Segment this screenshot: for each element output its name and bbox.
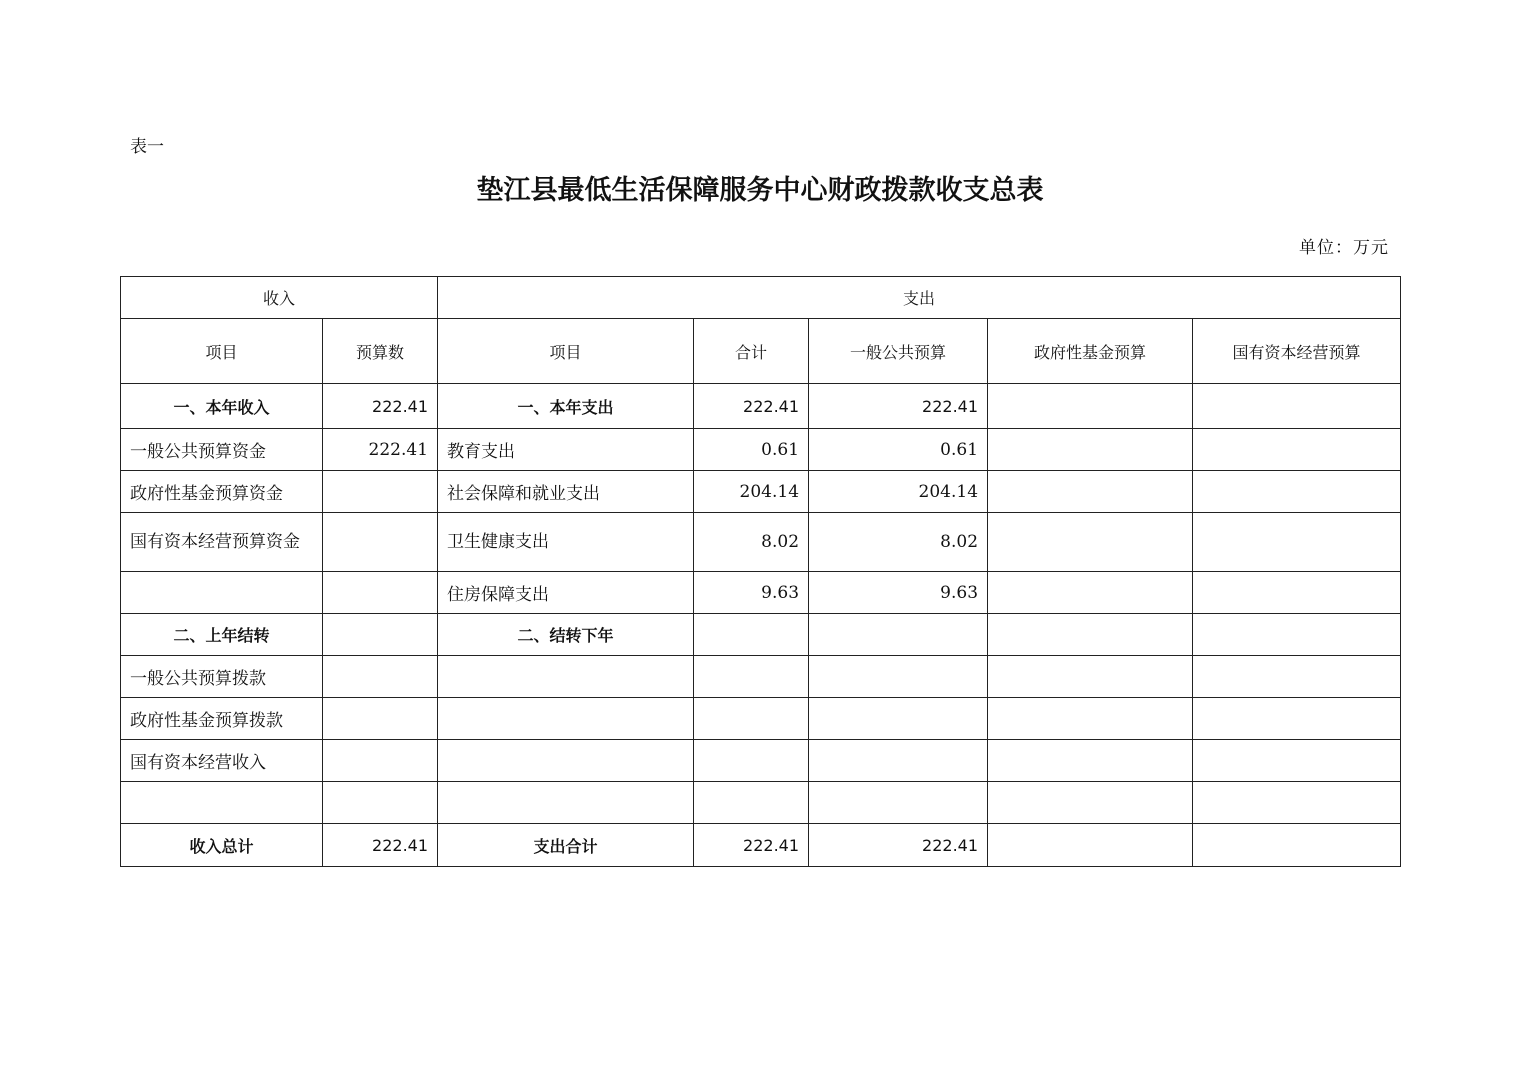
- gov-fund-total-value: [988, 824, 1193, 867]
- income-item-cell: [121, 782, 323, 824]
- general-public-cell: [809, 656, 988, 698]
- gov-fund-cell: [988, 782, 1193, 824]
- general-public-cell: 204.14: [809, 471, 988, 513]
- table-row: [121, 384, 1401, 429]
- income-total-label: 收入总计: [121, 824, 323, 867]
- total-cell: [694, 614, 809, 656]
- expense-item-cell: [438, 698, 694, 740]
- unit-label: 单位：万元: [1299, 238, 1389, 258]
- gov-fund-cell: [988, 572, 1193, 614]
- state-capital-cell: [1193, 656, 1401, 698]
- general-public-cell: [809, 614, 988, 656]
- state-capital-cell: [1193, 572, 1401, 614]
- state-capital-cell: [1193, 471, 1401, 513]
- total-cell: 204.14: [694, 471, 809, 513]
- general-public-cell: 0.61: [809, 429, 988, 471]
- page-title: 垫江县最低生活保障服务中心财政拨款收支总表: [476, 175, 1044, 206]
- income-item-cell: [121, 572, 323, 614]
- gov-fund-cell: [988, 614, 1193, 656]
- gov-fund-cell: [988, 656, 1193, 698]
- general-public-cell: 8.02: [809, 513, 988, 572]
- table-row: [121, 740, 1401, 782]
- expense-item-cell: 社会保障和就业支出: [438, 471, 694, 513]
- total-cell: [694, 740, 809, 782]
- income-budget-cell: [323, 513, 438, 572]
- header-expense-item: 项目: [438, 319, 694, 384]
- general-public-cell: [809, 698, 988, 740]
- expense-item-cell: 住房保障支出: [438, 572, 694, 614]
- gov-fund-cell: [988, 740, 1193, 782]
- table-row: [121, 698, 1401, 740]
- table-row: [121, 656, 1401, 698]
- totals-row: [121, 824, 1401, 867]
- header-total: 合计: [694, 319, 809, 384]
- header-income-budget: 预算数: [323, 319, 438, 384]
- table-row: [121, 471, 1401, 513]
- table-row: [121, 429, 1401, 471]
- table-row: [121, 782, 1401, 824]
- total-cell: 9.63: [694, 572, 809, 614]
- table-row: [121, 513, 1401, 572]
- income-item-cell: 一般公共预算拨款: [121, 656, 323, 698]
- state-capital-total-value: [1193, 824, 1401, 867]
- state-capital-cell: [1193, 698, 1401, 740]
- expense-group-header: 支出: [438, 277, 1401, 319]
- group-header-row: [121, 277, 1401, 319]
- header-income-item: 项目: [121, 319, 323, 384]
- expense-item-cell: 一、本年支出: [438, 384, 694, 429]
- total-cell: 222.41: [694, 384, 809, 429]
- general-public-cell: [809, 782, 988, 824]
- income-budget-cell: [323, 698, 438, 740]
- expense-item-cell: [438, 782, 694, 824]
- expense-item-cell: 卫生健康支出: [438, 513, 694, 572]
- expense-total-value: 222.41: [694, 824, 809, 867]
- general-public-cell: 222.41: [809, 384, 988, 429]
- gov-fund-cell: [988, 698, 1193, 740]
- total-cell: 0.61: [694, 429, 809, 471]
- income-budget-cell: [323, 656, 438, 698]
- state-capital-cell: [1193, 429, 1401, 471]
- income-item-cell: 政府性基金预算资金: [121, 471, 323, 513]
- income-budget-cell: 222.41: [323, 384, 438, 429]
- state-capital-cell: [1193, 513, 1401, 572]
- income-budget-cell: [323, 782, 438, 824]
- income-budget-cell: [323, 471, 438, 513]
- expense-item-cell: [438, 740, 694, 782]
- column-header-row: [121, 319, 1401, 384]
- general-public-total-value: 222.41: [809, 824, 988, 867]
- state-capital-cell: [1193, 614, 1401, 656]
- income-group-header: 收入: [121, 277, 438, 319]
- expense-item-cell: [438, 656, 694, 698]
- gov-fund-cell: [988, 513, 1193, 572]
- state-capital-cell: [1193, 384, 1401, 429]
- gov-fund-cell: [988, 471, 1193, 513]
- header-general-public: 一般公共预算: [809, 319, 988, 384]
- total-cell: [694, 656, 809, 698]
- header-gov-fund: 政府性基金预算: [988, 319, 1193, 384]
- total-cell: 8.02: [694, 513, 809, 572]
- gov-fund-cell: [988, 429, 1193, 471]
- expense-item-cell: 教育支出: [438, 429, 694, 471]
- general-public-cell: 9.63: [809, 572, 988, 614]
- income-budget-cell: 222.41: [323, 429, 438, 471]
- state-capital-cell: [1193, 740, 1401, 782]
- income-item-cell: 一般公共预算资金: [121, 429, 323, 471]
- table-row: [121, 572, 1401, 614]
- gov-fund-cell: [988, 384, 1193, 429]
- income-budget-cell: [323, 572, 438, 614]
- expense-total-label: 支出合计: [438, 824, 694, 867]
- income-budget-cell: [323, 614, 438, 656]
- table-row: [121, 614, 1401, 656]
- header-state-capital: 国有资本经营预算: [1193, 319, 1401, 384]
- state-capital-cell: [1193, 782, 1401, 824]
- income-budget-cell: [323, 740, 438, 782]
- income-item-cell: 国有资本经营预算资金: [121, 513, 323, 572]
- table-label: 表一: [130, 137, 164, 157]
- income-item-cell: 二、上年结转: [121, 614, 323, 656]
- expense-item-cell: 二、结转下年: [438, 614, 694, 656]
- total-cell: [694, 698, 809, 740]
- income-item-cell: 政府性基金预算拨款: [121, 698, 323, 740]
- general-public-cell: [809, 740, 988, 782]
- total-cell: [694, 782, 809, 824]
- income-item-cell: 一、本年收入: [121, 384, 323, 429]
- budget-summary-table: [120, 276, 1401, 867]
- income-total-value: 222.41: [323, 824, 438, 867]
- income-item-cell: 国有资本经营收入: [121, 740, 323, 782]
